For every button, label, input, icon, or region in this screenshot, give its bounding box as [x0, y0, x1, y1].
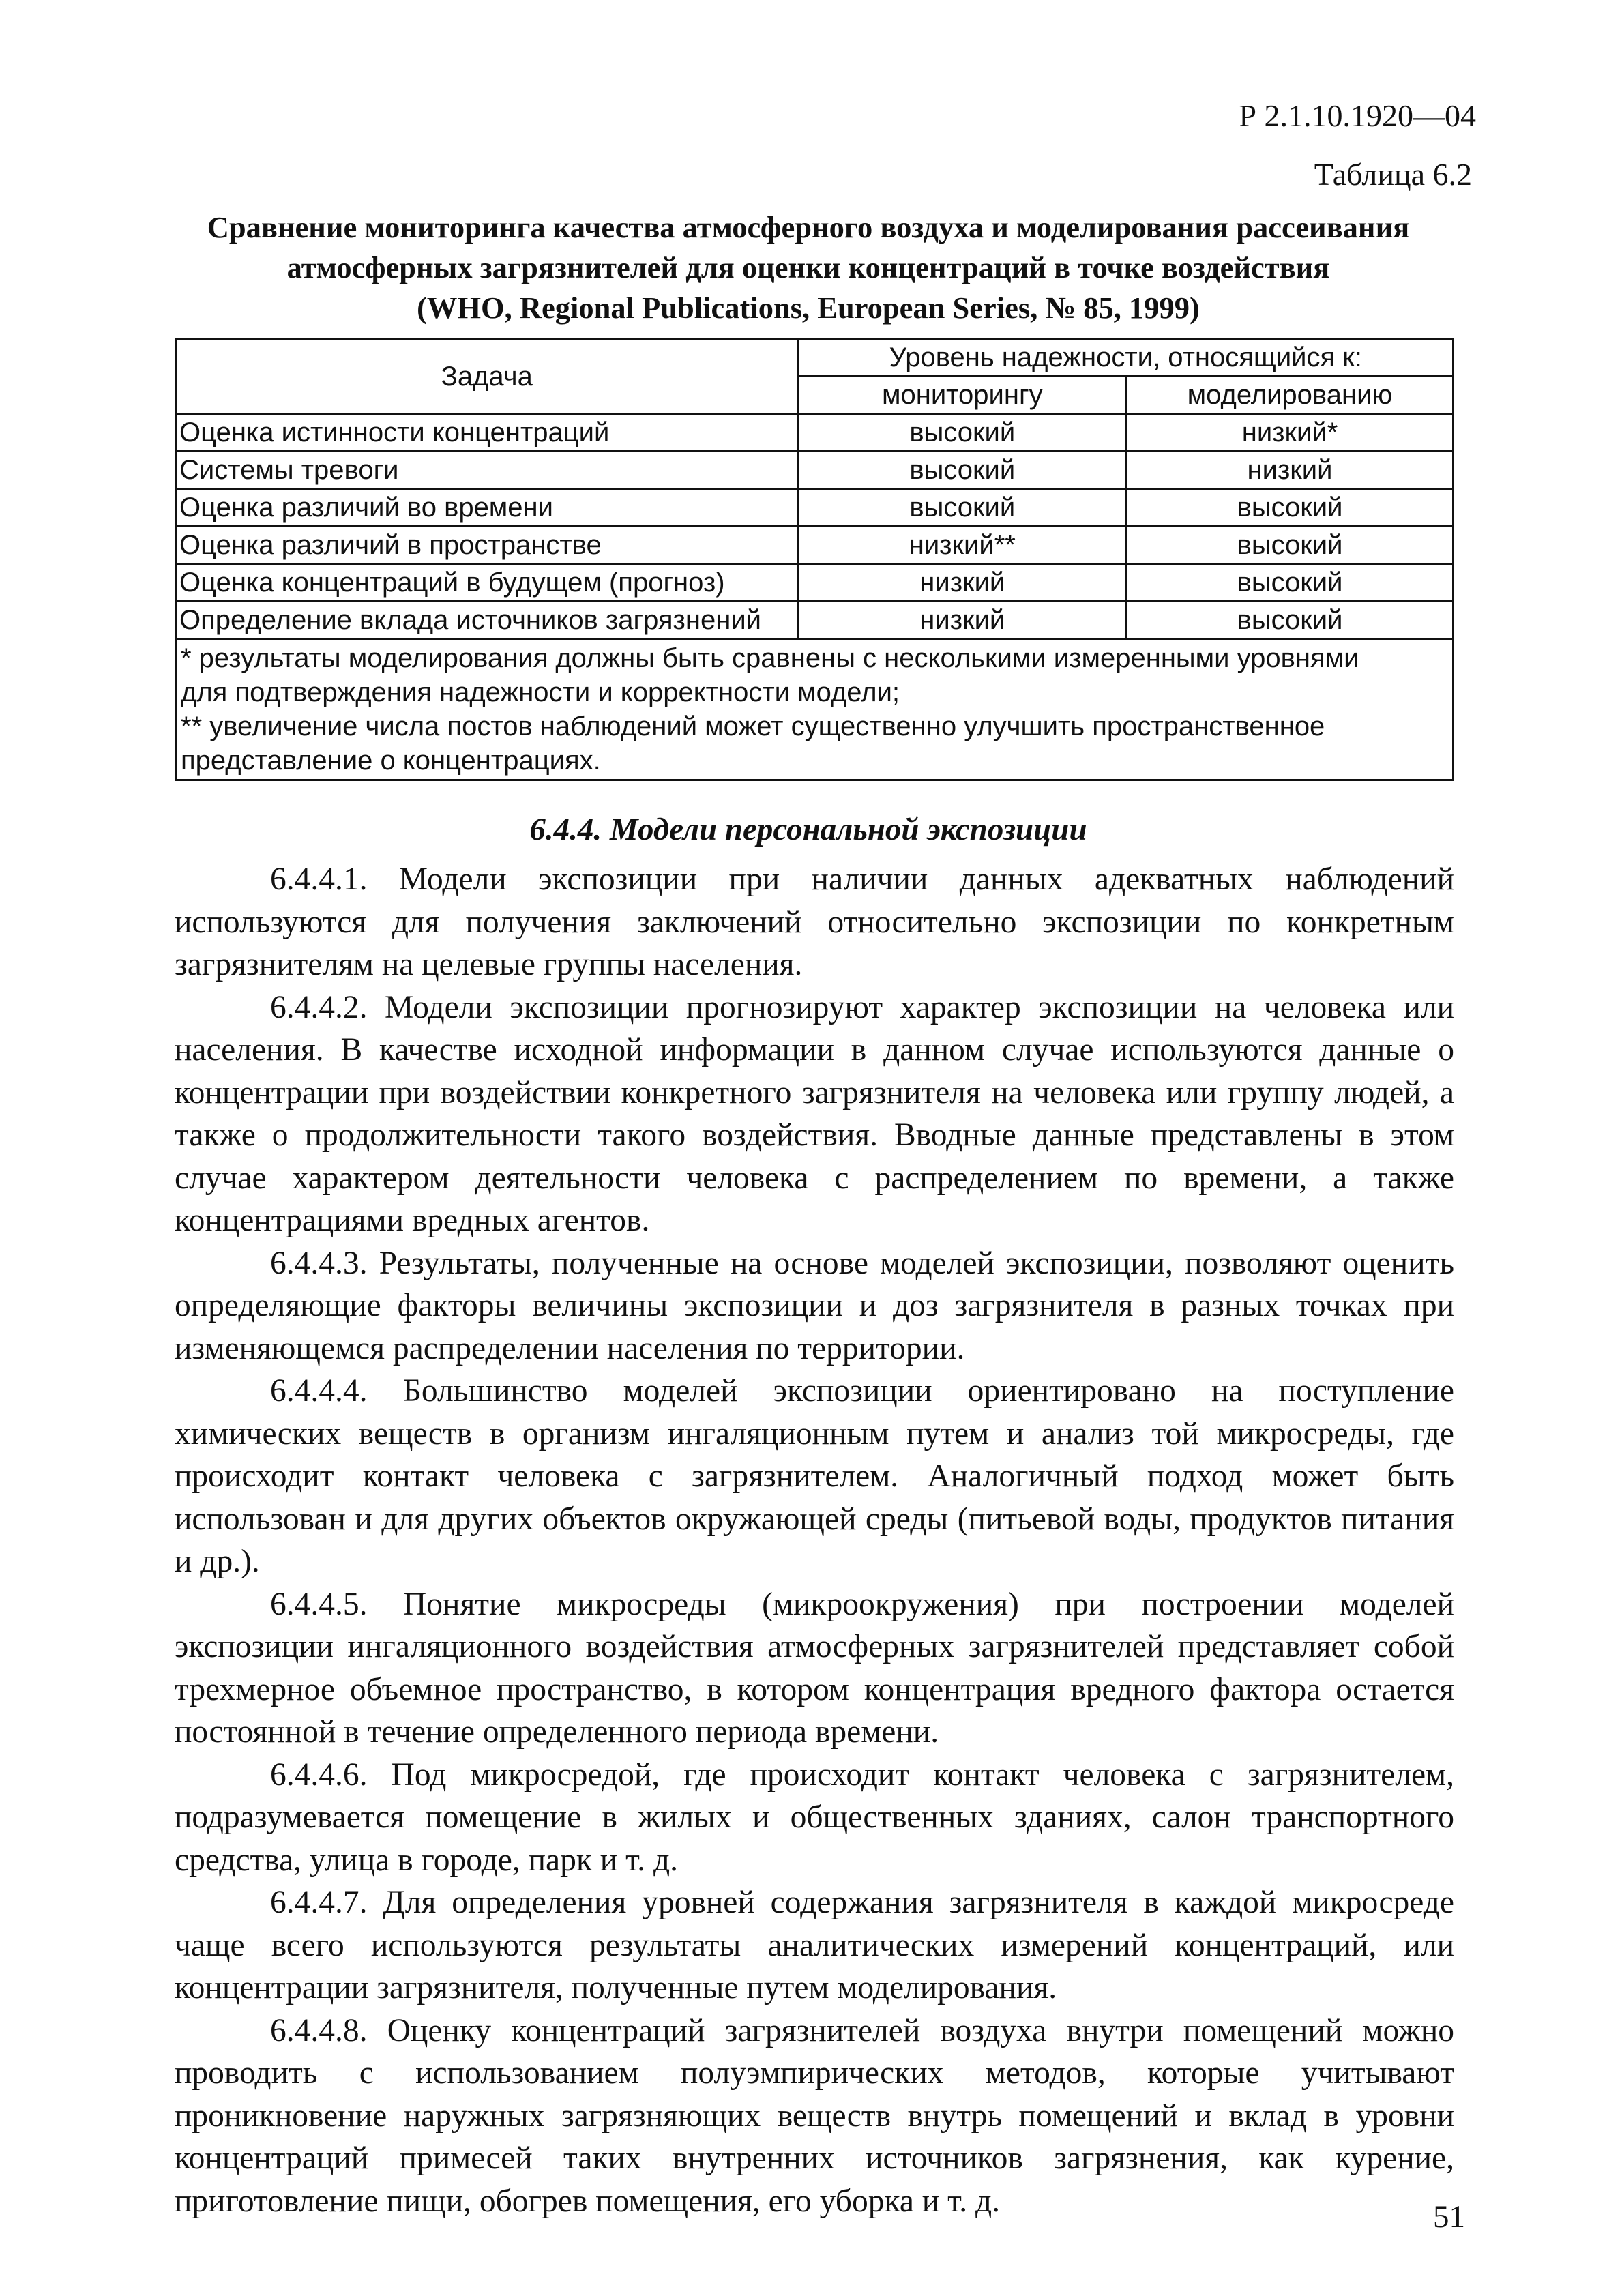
cell-monitoring: низкий** [798, 527, 1127, 564]
header-modeling: моделированию [1127, 377, 1454, 414]
table-row [176, 527, 1454, 564]
cell-task: Оценка различий в пространстве [176, 527, 799, 564]
paragraph: 6.4.4.2. Модели экспозиции прогнозируют характер экспозиции на человека или населения. В качестве исходной информации в данном случае используются данные о концентрации при воздействии конкретного загрязнителя на человека или группу людей, а также о продолжительности такого воздействия. Вводные данные представлены в этом случае характером деятельности человека с распределением по времени, а также концентрациями вредных агентов. [175, 989, 1454, 1238]
header-task: Задача [176, 339, 799, 414]
table-row [176, 452, 1454, 489]
cell-modeling: высокий [1127, 602, 1454, 639]
note-line: представление о концентрациях. [181, 746, 601, 776]
cell-monitoring: высокий [798, 414, 1127, 452]
header-monitoring: мониторингу [798, 377, 1127, 414]
cell-task: Оценка истинности концентраций [176, 414, 799, 452]
paragraph: 6.4.4.8. Оценку концентраций загрязнителей воздуха внутри помещений можно проводить с использованием полуэмпирических методов, которые учитывают проникновение наружных загрязняющих веществ внутрь помещений и вклад в уровни концентраций примесей таких внутренних источников загрязнения, как курение, приготовление пищи, обогрев помещения, его уборка и т. д. [175, 2012, 1454, 2219]
paragraph: 6.4.4.4. Большинство моделей экспозиции ориентировано на поступление химических веществ в организм ингаляционным путем и анализ той микросреды, где происходит контакт человека с загрязнителем. Аналогичный подход может быть использован и для других объектов окружающей среды (питьевой воды, продуктов питания и др.). [175, 1373, 1454, 1579]
comparison-table [175, 338, 1454, 781]
paragraph: 6.4.4.7. Для определения уровней содержания загрязнителя в каждой микросреде чаще всего используются результаты аналитических измерений концентраций, или концентрации загрязнителя, полученные путем моделирования. [175, 1885, 1454, 2005]
cell-task: Системы тревоги [176, 452, 799, 489]
table-row [176, 489, 1454, 527]
cell-monitoring: высокий [798, 452, 1127, 489]
note-line: ** увеличение числа постов наблюдений может существенно улучшить пространственное [181, 711, 1325, 741]
table-title [164, 207, 1453, 328]
cell-task: Оценка концентраций в будущем (прогноз) [176, 564, 799, 602]
table-note-row [176, 639, 1454, 780]
cell-modeling: низкий* [1127, 414, 1454, 452]
cell-modeling: высокий [1127, 564, 1454, 602]
table-title-line: Сравнение мониторинга качества атмосферного воздуха и моделирования рассеивания [207, 210, 1410, 244]
header-reliability: Уровень надежности, относящийся к: [798, 339, 1453, 377]
note-line: для подтверждения надежности и корректности модели; [181, 677, 900, 707]
paragraph: 6.4.4.3. Результаты, полученные на основе моделей экспозиции, позволяют оценить определяющие факторы величины экспозиции и доз загрязнителя в разных точках при изменяющемся распределении населения по территории. [175, 1245, 1454, 1366]
cell-modeling: высокий [1127, 489, 1454, 527]
paragraph: 6.4.4.6. Под микросредой, где происходит контакт человека с загрязнителем, подразумевается помещение в жилых и общественных зданиях, салон транспортного средства, улица в городе, парк и т. д. [175, 1756, 1454, 1878]
cell-monitoring: высокий [798, 489, 1127, 527]
table-number: Таблица 6.2 [1314, 157, 1472, 192]
cell-task: Определение вклада источников загрязнений [176, 602, 799, 639]
cell-task: Оценка различий во времени [176, 489, 799, 527]
body-text [175, 858, 1454, 2222]
table-header-row [176, 339, 1454, 377]
section-heading: 6.4.4. Модели персональной экспозиции [529, 812, 1087, 847]
table-note [176, 639, 1454, 780]
paragraph: 6.4.4.1. Модели экспозиции при наличии данных адекватных наблюдений используются для получения заключений относительно экспозиции по конкретным загрязнителям на целевые группы населения. [175, 862, 1454, 982]
table-row [176, 602, 1454, 639]
paragraph: 6.4.4.5. Понятие микросреды (микроокружения) при построении моделей экспозиции ингаляционного воздействия атмосферных загрязнителей представляет собой трехмерное объемное пространство, в котором концентрация вредного фактора остается постоянной в течение определенного периода времени. [175, 1586, 1454, 1750]
table-title-line: (WHO, Regional Publications, European Series, № 85, 1999) [417, 291, 1200, 325]
page-number: 51 [1433, 2199, 1465, 2235]
cell-modeling: низкий [1127, 452, 1454, 489]
cell-modeling: высокий [1127, 527, 1454, 564]
table-title-line: атмосферных загрязнителей для оценки концентраций в точке воздействия [286, 250, 1330, 284]
cell-monitoring: низкий [798, 602, 1127, 639]
document-code: Р 2.1.10.1920—04 [1239, 98, 1476, 133]
table-row [176, 564, 1454, 602]
table-row [176, 414, 1454, 452]
cell-monitoring: низкий [798, 564, 1127, 602]
note-line: * результаты моделирования должны быть сравнены с несколькими измеренными уровнями [181, 643, 1359, 673]
